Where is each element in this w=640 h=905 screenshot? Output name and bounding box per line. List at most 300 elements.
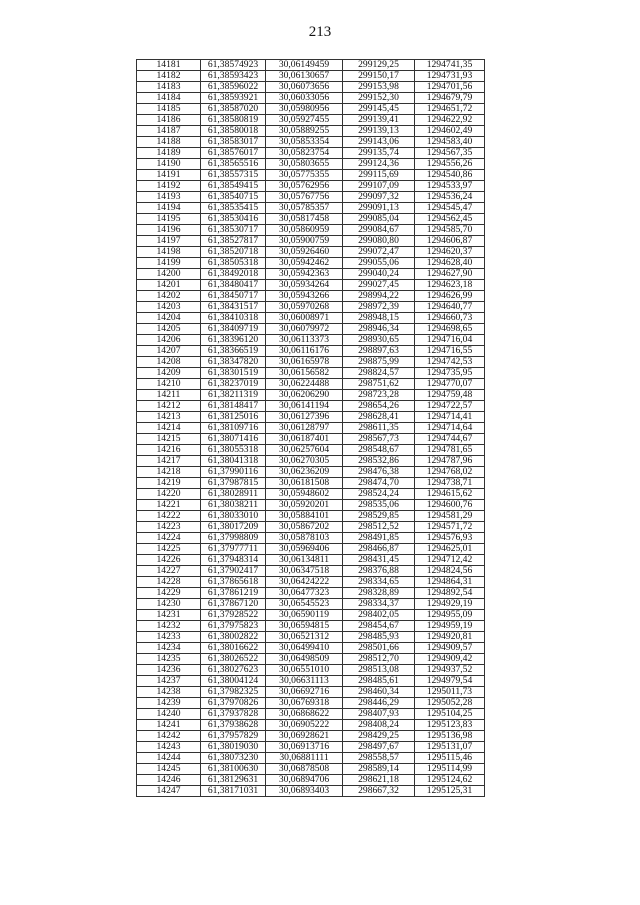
table-row (137, 577, 485, 588)
table-row (137, 764, 485, 775)
longitude-cell: 30,06165978 (266, 357, 343, 368)
y-coordinate-cell: 1295052,28 (415, 698, 485, 709)
x-coordinate-cell: 299040,24 (343, 269, 415, 280)
y-coordinate-cell: 1294679,79 (415, 93, 485, 104)
point-number-cell: 14205 (137, 324, 201, 335)
table-row (137, 687, 485, 698)
x-coordinate-cell: 298751,62 (343, 379, 415, 390)
longitude-cell: 30,06187401 (266, 434, 343, 445)
latitude-cell: 61,38055318 (201, 445, 266, 456)
table-row (137, 324, 485, 335)
y-coordinate-cell: 1294920,81 (415, 632, 485, 643)
longitude-cell: 30,06878508 (266, 764, 343, 775)
x-coordinate-cell: 298667,32 (343, 786, 415, 797)
latitude-cell: 61,38073230 (201, 753, 266, 764)
longitude-cell: 30,05817458 (266, 214, 343, 225)
table-row (137, 269, 485, 280)
x-coordinate-cell: 298628,41 (343, 412, 415, 423)
y-coordinate-cell: 1294625,01 (415, 544, 485, 555)
longitude-cell: 30,05785357 (266, 203, 343, 214)
table-row (137, 302, 485, 313)
point-number-cell: 14184 (137, 93, 201, 104)
table-row (137, 544, 485, 555)
x-coordinate-cell: 299152,30 (343, 93, 415, 104)
table-row (137, 412, 485, 423)
point-number-cell: 14188 (137, 137, 201, 148)
y-coordinate-cell: 1294623,18 (415, 280, 485, 291)
x-coordinate-cell: 298723,28 (343, 390, 415, 401)
longitude-cell: 30,05823754 (266, 148, 343, 159)
table-row (137, 742, 485, 753)
latitude-cell: 61,37867120 (201, 599, 266, 610)
x-coordinate-cell: 298491,85 (343, 533, 415, 544)
table-row (137, 181, 485, 192)
longitude-cell: 30,06913716 (266, 742, 343, 753)
y-coordinate-cell: 1294738,71 (415, 478, 485, 489)
latitude-cell: 61,38071416 (201, 434, 266, 445)
y-coordinate-cell: 1294540,86 (415, 170, 485, 181)
latitude-cell: 61,38596022 (201, 82, 266, 93)
point-number-cell: 14233 (137, 632, 201, 643)
point-number-cell: 14186 (137, 115, 201, 126)
y-coordinate-cell: 1294712,42 (415, 555, 485, 566)
point-number-cell: 14242 (137, 731, 201, 742)
point-number-cell: 14212 (137, 401, 201, 412)
point-number-cell: 14229 (137, 588, 201, 599)
latitude-cell: 61,37977711 (201, 544, 266, 555)
x-coordinate-cell: 299027,45 (343, 280, 415, 291)
latitude-cell: 61,38019030 (201, 742, 266, 753)
point-number-cell: 14226 (137, 555, 201, 566)
point-number-cell: 14214 (137, 423, 201, 434)
table-row (137, 148, 485, 159)
longitude-cell: 30,06424222 (266, 577, 343, 588)
x-coordinate-cell: 299080,80 (343, 236, 415, 247)
y-coordinate-cell: 1294909,42 (415, 654, 485, 665)
longitude-cell: 30,06499410 (266, 643, 343, 654)
table-row (137, 236, 485, 247)
latitude-cell: 61,38041318 (201, 456, 266, 467)
table-row (137, 82, 485, 93)
point-number-cell: 14194 (137, 203, 201, 214)
table-row (137, 379, 485, 390)
longitude-cell: 30,06134811 (266, 555, 343, 566)
y-coordinate-cell: 1294698,65 (415, 324, 485, 335)
point-number-cell: 14231 (137, 610, 201, 621)
point-number-cell: 14196 (137, 225, 201, 236)
longitude-cell: 30,06594815 (266, 621, 343, 632)
latitude-cell: 61,38450717 (201, 291, 266, 302)
latitude-cell: 61,37987815 (201, 478, 266, 489)
table-row (137, 533, 485, 544)
y-coordinate-cell: 1294937,52 (415, 665, 485, 676)
longitude-cell: 30,05926460 (266, 247, 343, 258)
latitude-cell: 61,38520718 (201, 247, 266, 258)
table-row (137, 291, 485, 302)
point-number-cell: 14182 (137, 71, 201, 82)
point-number-cell: 14244 (137, 753, 201, 764)
x-coordinate-cell: 298529,85 (343, 511, 415, 522)
x-coordinate-cell: 299084,67 (343, 225, 415, 236)
y-coordinate-cell: 1295124,62 (415, 775, 485, 786)
latitude-cell: 61,38583017 (201, 137, 266, 148)
y-coordinate-cell: 1294567,35 (415, 148, 485, 159)
table-row (137, 192, 485, 203)
latitude-cell: 61,38028911 (201, 489, 266, 500)
table-row (137, 511, 485, 522)
latitude-cell: 61,37948314 (201, 555, 266, 566)
point-number-cell: 14195 (137, 214, 201, 225)
table-row (137, 115, 485, 126)
latitude-cell: 61,37902417 (201, 566, 266, 577)
point-number-cell: 14216 (137, 445, 201, 456)
point-number-cell: 14228 (137, 577, 201, 588)
x-coordinate-cell: 298466,87 (343, 544, 415, 555)
latitude-cell: 61,38530717 (201, 225, 266, 236)
latitude-cell: 61,38530416 (201, 214, 266, 225)
point-number-cell: 14245 (137, 764, 201, 775)
x-coordinate-cell: 298897,63 (343, 346, 415, 357)
coordinates-table (136, 59, 485, 797)
y-coordinate-cell: 1294716,04 (415, 335, 485, 346)
x-coordinate-cell: 298474,70 (343, 478, 415, 489)
point-number-cell: 14238 (137, 687, 201, 698)
point-number-cell: 14241 (137, 720, 201, 731)
longitude-cell: 30,06498509 (266, 654, 343, 665)
point-number-cell: 14217 (137, 456, 201, 467)
longitude-cell: 30,06156582 (266, 368, 343, 379)
longitude-cell: 30,05927455 (266, 115, 343, 126)
y-coordinate-cell: 1294955,09 (415, 610, 485, 621)
x-coordinate-cell: 298512,70 (343, 654, 415, 665)
point-number-cell: 14208 (137, 357, 201, 368)
y-coordinate-cell: 1294581,29 (415, 511, 485, 522)
point-number-cell: 14237 (137, 676, 201, 687)
latitude-cell: 61,38002822 (201, 632, 266, 643)
point-number-cell: 14243 (137, 742, 201, 753)
table-row (137, 346, 485, 357)
y-coordinate-cell: 1294716,55 (415, 346, 485, 357)
x-coordinate-cell: 298334,65 (343, 577, 415, 588)
table-row (137, 731, 485, 742)
point-number-cell: 14203 (137, 302, 201, 313)
point-number-cell: 14211 (137, 390, 201, 401)
table-row (137, 335, 485, 346)
y-coordinate-cell: 1294606,87 (415, 236, 485, 247)
point-number-cell: 14215 (137, 434, 201, 445)
point-number-cell: 14247 (137, 786, 201, 797)
y-coordinate-cell: 1294576,93 (415, 533, 485, 544)
longitude-cell: 30,06868622 (266, 709, 343, 720)
longitude-cell: 30,06127396 (266, 412, 343, 423)
longitude-cell: 30,05942462 (266, 258, 343, 269)
point-number-cell: 14246 (137, 775, 201, 786)
longitude-cell: 30,06257604 (266, 445, 343, 456)
table-row (137, 698, 485, 709)
x-coordinate-cell: 298589,14 (343, 764, 415, 775)
longitude-cell: 30,05884101 (266, 511, 343, 522)
table-row (137, 247, 485, 258)
point-number-cell: 14227 (137, 566, 201, 577)
table-row (137, 610, 485, 621)
table-row (137, 621, 485, 632)
point-number-cell: 14230 (137, 599, 201, 610)
point-number-cell: 14218 (137, 467, 201, 478)
y-coordinate-cell: 1294824,56 (415, 566, 485, 577)
latitude-cell: 61,37990116 (201, 467, 266, 478)
table-row (137, 522, 485, 533)
y-coordinate-cell: 1294620,37 (415, 247, 485, 258)
x-coordinate-cell: 299097,32 (343, 192, 415, 203)
y-coordinate-cell: 1294615,62 (415, 489, 485, 500)
x-coordinate-cell: 299139,41 (343, 115, 415, 126)
longitude-cell: 30,05889255 (266, 126, 343, 137)
table-row (137, 665, 485, 676)
x-coordinate-cell: 298431,45 (343, 555, 415, 566)
point-number-cell: 14192 (137, 181, 201, 192)
y-coordinate-cell: 1294536,24 (415, 192, 485, 203)
y-coordinate-cell: 1294701,56 (415, 82, 485, 93)
x-coordinate-cell: 298328,89 (343, 588, 415, 599)
latitude-cell: 61,38366519 (201, 346, 266, 357)
longitude-cell: 30,05860959 (266, 225, 343, 236)
x-coordinate-cell: 298446,29 (343, 698, 415, 709)
x-coordinate-cell: 299124,36 (343, 159, 415, 170)
y-coordinate-cell: 1294959,19 (415, 621, 485, 632)
longitude-cell: 30,06224488 (266, 379, 343, 390)
latitude-cell: 61,38347820 (201, 357, 266, 368)
latitude-cell: 61,38171031 (201, 786, 266, 797)
latitude-cell: 61,37998809 (201, 533, 266, 544)
y-coordinate-cell: 1294929,19 (415, 599, 485, 610)
table-row (137, 357, 485, 368)
y-coordinate-cell: 1294744,67 (415, 434, 485, 445)
longitude-cell: 30,06033056 (266, 93, 343, 104)
latitude-cell: 61,37937828 (201, 709, 266, 720)
latitude-cell: 61,38129631 (201, 775, 266, 786)
point-number-cell: 14190 (137, 159, 201, 170)
longitude-cell: 30,06130657 (266, 71, 343, 82)
x-coordinate-cell: 299129,25 (343, 60, 415, 71)
y-coordinate-cell: 1294781,65 (415, 445, 485, 456)
y-coordinate-cell: 1294722,57 (415, 401, 485, 412)
longitude-cell: 30,06477323 (266, 588, 343, 599)
x-coordinate-cell: 298621,18 (343, 775, 415, 786)
x-coordinate-cell: 299115,69 (343, 170, 415, 181)
y-coordinate-cell: 1294787,96 (415, 456, 485, 467)
x-coordinate-cell: 298824,57 (343, 368, 415, 379)
y-coordinate-cell: 1295123,83 (415, 720, 485, 731)
x-coordinate-cell: 299072,47 (343, 247, 415, 258)
table-row (137, 676, 485, 687)
latitude-cell: 61,38535415 (201, 203, 266, 214)
table-row (137, 720, 485, 731)
y-coordinate-cell: 1294640,77 (415, 302, 485, 313)
x-coordinate-cell: 299135,74 (343, 148, 415, 159)
y-coordinate-cell: 1294627,90 (415, 269, 485, 280)
latitude-cell: 61,38527817 (201, 236, 266, 247)
table-row (137, 599, 485, 610)
table-row (137, 555, 485, 566)
y-coordinate-cell: 1294533,97 (415, 181, 485, 192)
y-coordinate-cell: 1294741,35 (415, 60, 485, 71)
y-coordinate-cell: 1294562,45 (415, 214, 485, 225)
table-row (137, 258, 485, 269)
y-coordinate-cell: 1294626,99 (415, 291, 485, 302)
longitude-cell: 30,05853354 (266, 137, 343, 148)
table-row (137, 280, 485, 291)
table-row (137, 467, 485, 478)
table-row (137, 654, 485, 665)
table-row (137, 445, 485, 456)
point-number-cell: 14232 (137, 621, 201, 632)
longitude-cell: 30,06769318 (266, 698, 343, 709)
point-number-cell: 14201 (137, 280, 201, 291)
latitude-cell: 61,38549415 (201, 181, 266, 192)
longitude-cell: 30,06149459 (266, 60, 343, 71)
latitude-cell: 61,38580018 (201, 126, 266, 137)
latitude-cell: 61,38027623 (201, 665, 266, 676)
latitude-cell: 61,38492018 (201, 269, 266, 280)
longitude-cell: 30,05900759 (266, 236, 343, 247)
y-coordinate-cell: 1294909,57 (415, 643, 485, 654)
point-number-cell: 14191 (137, 170, 201, 181)
longitude-cell: 30,06347518 (266, 566, 343, 577)
x-coordinate-cell: 298875,99 (343, 357, 415, 368)
x-coordinate-cell: 298654,26 (343, 401, 415, 412)
point-number-cell: 14210 (137, 379, 201, 390)
table-row (137, 390, 485, 401)
x-coordinate-cell: 298972,39 (343, 302, 415, 313)
x-coordinate-cell: 299091,13 (343, 203, 415, 214)
table-row (137, 489, 485, 500)
table-row (137, 170, 485, 181)
y-coordinate-cell: 1294714,64 (415, 423, 485, 434)
point-number-cell: 14185 (137, 104, 201, 115)
x-coordinate-cell: 298501,66 (343, 643, 415, 654)
x-coordinate-cell: 298407,93 (343, 709, 415, 720)
point-number-cell: 14221 (137, 500, 201, 511)
y-coordinate-cell: 1295125,31 (415, 786, 485, 797)
y-coordinate-cell: 1295011,73 (415, 687, 485, 698)
latitude-cell: 61,38016622 (201, 643, 266, 654)
longitude-cell: 30,06116176 (266, 346, 343, 357)
y-coordinate-cell: 1294714,41 (415, 412, 485, 423)
table-row (137, 93, 485, 104)
x-coordinate-cell: 299145,45 (343, 104, 415, 115)
latitude-cell: 61,37861219 (201, 588, 266, 599)
longitude-cell: 30,06073656 (266, 82, 343, 93)
latitude-cell: 61,38026522 (201, 654, 266, 665)
y-coordinate-cell: 1294628,40 (415, 258, 485, 269)
x-coordinate-cell: 298524,24 (343, 489, 415, 500)
x-coordinate-cell: 298408,24 (343, 720, 415, 731)
latitude-cell: 61,38033010 (201, 511, 266, 522)
x-coordinate-cell: 299143,06 (343, 137, 415, 148)
table-row (137, 588, 485, 599)
longitude-cell: 30,06590119 (266, 610, 343, 621)
point-number-cell: 14240 (137, 709, 201, 720)
latitude-cell: 61,38480417 (201, 280, 266, 291)
latitude-cell: 61,38038211 (201, 500, 266, 511)
y-coordinate-cell: 1295114,99 (415, 764, 485, 775)
y-coordinate-cell: 1294545,47 (415, 203, 485, 214)
latitude-cell: 61,38580819 (201, 115, 266, 126)
table-row (137, 753, 485, 764)
longitude-cell: 30,06079972 (266, 324, 343, 335)
longitude-cell: 30,06551010 (266, 665, 343, 676)
y-coordinate-cell: 1294892,54 (415, 588, 485, 599)
latitude-cell: 61,38410318 (201, 313, 266, 324)
table-row (137, 60, 485, 71)
longitude-cell: 30,05767756 (266, 192, 343, 203)
y-coordinate-cell: 1294979,54 (415, 676, 485, 687)
longitude-cell: 30,05762956 (266, 181, 343, 192)
latitude-cell: 61,38540715 (201, 192, 266, 203)
x-coordinate-cell: 298485,93 (343, 632, 415, 643)
point-number-cell: 14200 (137, 269, 201, 280)
latitude-cell: 61,38409719 (201, 324, 266, 335)
latitude-cell: 61,38576017 (201, 148, 266, 159)
y-coordinate-cell: 1294571,72 (415, 522, 485, 533)
point-number-cell: 14219 (137, 478, 201, 489)
longitude-cell: 30,06893403 (266, 786, 343, 797)
latitude-cell: 61,38574923 (201, 60, 266, 71)
table-row (137, 214, 485, 225)
table-row (137, 478, 485, 489)
x-coordinate-cell: 298334,37 (343, 599, 415, 610)
point-number-cell: 14207 (137, 346, 201, 357)
table-row (137, 434, 485, 445)
x-coordinate-cell: 298930,65 (343, 335, 415, 346)
point-number-cell: 14189 (137, 148, 201, 159)
x-coordinate-cell: 299085,04 (343, 214, 415, 225)
table-row (137, 137, 485, 148)
point-number-cell: 14204 (137, 313, 201, 324)
table-row (137, 126, 485, 137)
y-coordinate-cell: 1294622,92 (415, 115, 485, 126)
longitude-cell: 30,06905222 (266, 720, 343, 731)
latitude-cell: 61,38237019 (201, 379, 266, 390)
table-row (137, 775, 485, 786)
point-number-cell: 14181 (137, 60, 201, 71)
latitude-cell: 61,38125016 (201, 412, 266, 423)
table-row (137, 456, 485, 467)
y-coordinate-cell: 1294585,70 (415, 225, 485, 236)
latitude-cell: 61,38301519 (201, 368, 266, 379)
table-row (137, 368, 485, 379)
latitude-cell: 61,38587020 (201, 104, 266, 115)
x-coordinate-cell: 298994,22 (343, 291, 415, 302)
y-coordinate-cell: 1294556,26 (415, 159, 485, 170)
y-coordinate-cell: 1295115,46 (415, 753, 485, 764)
table-row (137, 500, 485, 511)
table-row (137, 566, 485, 577)
latitude-cell: 61,37982325 (201, 687, 266, 698)
page-number: 213 (308, 24, 332, 40)
x-coordinate-cell: 298558,57 (343, 753, 415, 764)
longitude-cell: 30,06128797 (266, 423, 343, 434)
point-number-cell: 14222 (137, 511, 201, 522)
latitude-cell: 61,38100630 (201, 764, 266, 775)
latitude-cell: 61,38004124 (201, 676, 266, 687)
latitude-cell: 61,38211319 (201, 390, 266, 401)
x-coordinate-cell: 298402,05 (343, 610, 415, 621)
latitude-cell: 61,37938628 (201, 720, 266, 731)
longitude-cell: 30,05867202 (266, 522, 343, 533)
point-number-cell: 14213 (137, 412, 201, 423)
latitude-cell: 61,38017209 (201, 522, 266, 533)
